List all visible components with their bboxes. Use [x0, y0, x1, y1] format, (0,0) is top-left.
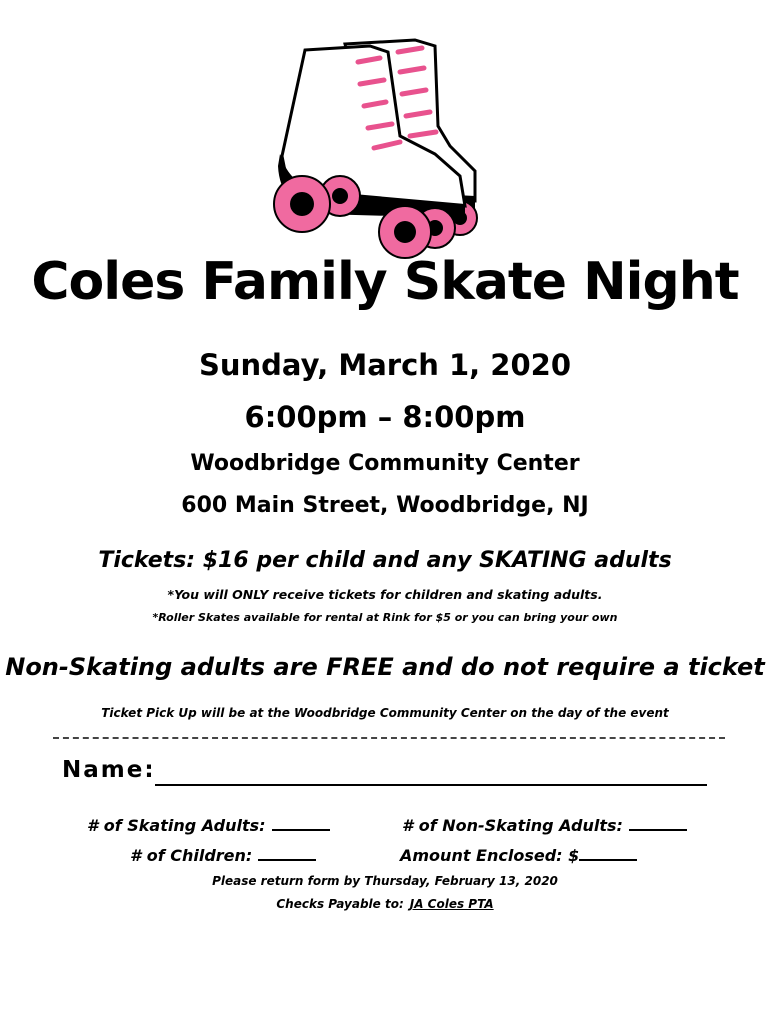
ticket-price: Tickets: $16 per child and any SKATING adults: [98, 548, 672, 573]
skating-adults-label: # of Skating Adults:: [87, 816, 266, 835]
non-skating-adults-blank[interactable]: [629, 815, 687, 831]
non-skating-adults-label: # of Non-Skating Adults:: [402, 816, 623, 835]
checks-payable: [0, 897, 770, 911]
flyer-title: Coles Family Skate Night: [31, 252, 739, 312]
rental-note: *Roller Skates available for rental at Rink for $5 or you can bring your own: [152, 611, 618, 624]
event-venue: Woodbridge Community Center: [190, 451, 580, 476]
children-label: # of Children:: [130, 846, 253, 865]
free-notice: Non-Skating adults are FREE and do not require a ticket: [5, 653, 765, 681]
cut-line: [53, 737, 725, 739]
name-label: Name:: [62, 757, 156, 783]
event-address: 600 Main Street, Woodbridge, NJ: [181, 493, 589, 518]
non-skating-adults-field[interactable]: [402, 815, 687, 835]
event-date: Sunday, March 1, 2020: [198, 348, 572, 382]
event-time: 6:00pm – 8:00pm: [244, 400, 526, 434]
children-field[interactable]: [130, 845, 316, 865]
pickup-note: Ticket Pick Up will be at the Woodbridge Community Center on the day of the event: [101, 706, 669, 720]
skating-adults-field[interactable]: [87, 815, 330, 835]
amount-blank[interactable]: [579, 845, 637, 861]
roller-skates-icon: [260, 36, 500, 261]
amount-label: Amount Enclosed: $: [400, 846, 580, 865]
name-field[interactable]: [155, 784, 707, 786]
checks-label: Checks Payable to:: [276, 897, 404, 911]
skating-adults-blank[interactable]: [272, 815, 330, 831]
return-note: Please return form by Thursday, February 13, 2020: [212, 874, 558, 888]
checks-payee: JA Coles PTA: [409, 897, 494, 911]
amount-field[interactable]: [400, 845, 637, 865]
children-blank[interactable]: [258, 845, 316, 861]
ticket-note: *You will ONLY receive tickets for children and skating adults.: [167, 587, 603, 602]
